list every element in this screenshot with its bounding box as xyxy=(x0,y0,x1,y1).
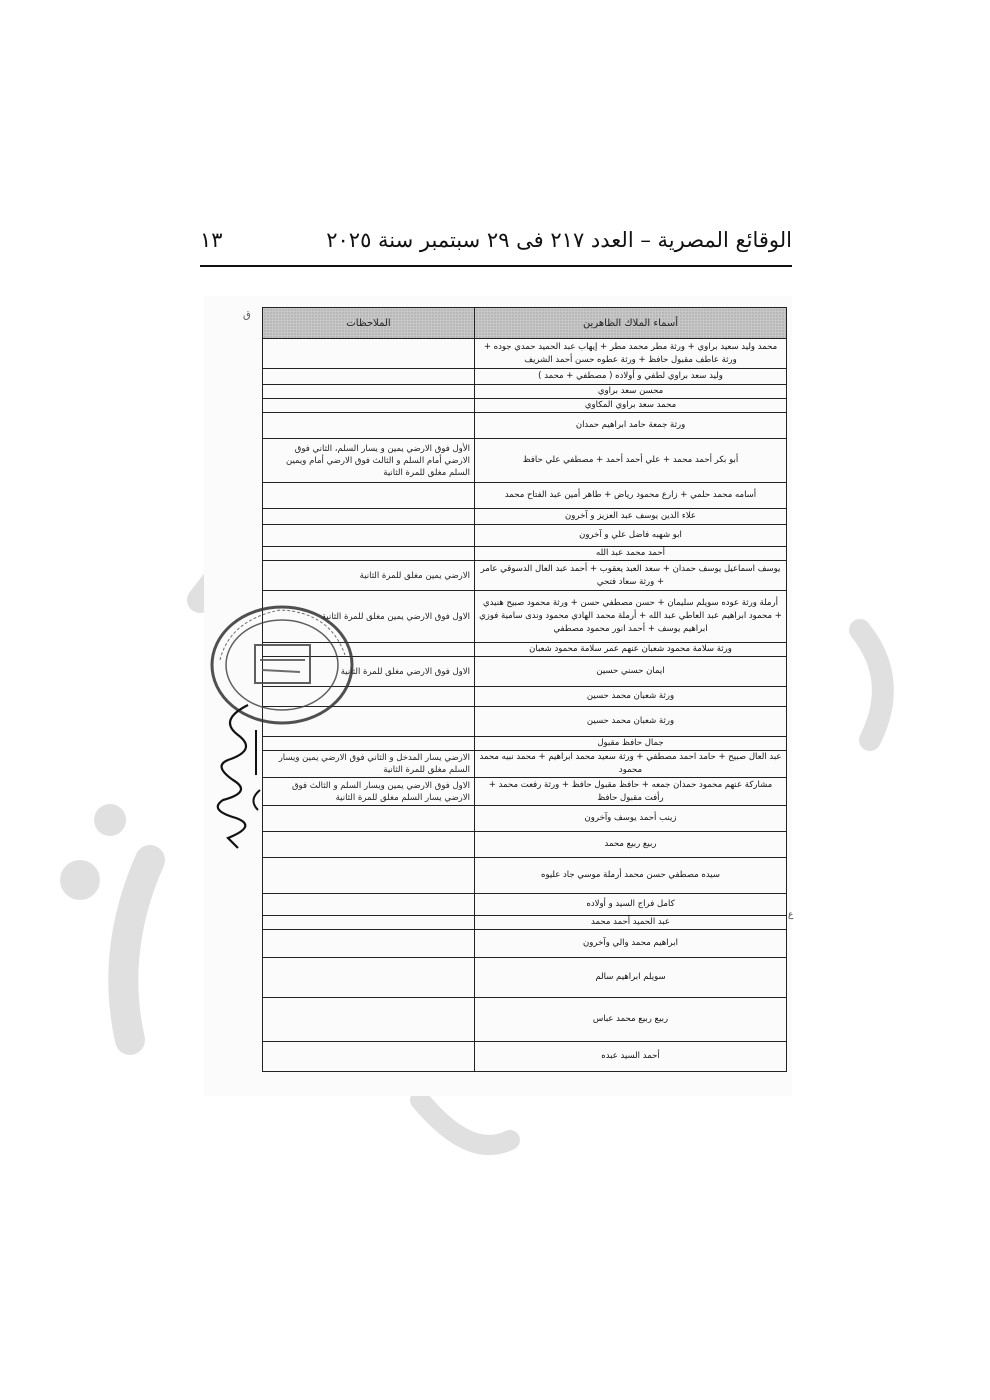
table-row xyxy=(263,413,787,439)
owner-names-cell: ورثة شعبان محمد حسين xyxy=(475,707,787,737)
table-row xyxy=(263,806,787,832)
table-row xyxy=(263,369,787,385)
column-header-owners: أسماء الملاك الظاهرين xyxy=(475,308,787,339)
owner-names-cell: محمد سعد براوي المكاوي xyxy=(475,399,787,413)
owner-names-cell: ربيع ربيع محمد عباس xyxy=(475,998,787,1042)
table-row xyxy=(263,894,787,916)
notes-cell xyxy=(263,509,475,525)
owner-names-cell: عبد العال صبيح + حامد احمد مصطفي + ورثة سعيد محمد ابراهيم + محمد نبيه محمد محمود xyxy=(475,751,787,778)
owner-names-cell: أرملة ورثة عوده سويلم سليمان + حسن مصطفي حسن + ورثة محمود صبيح هنيدي + محمود ابراهيم عبد العاطي عبد الله + أرملة محمد الهادي محمود وندى سامية فوزي ابراهيم يوسف + أحمد انور محمود مصطفي xyxy=(475,591,787,643)
notes-cell xyxy=(263,547,475,561)
owner-names-cell: ورثة شعبان محمد حسين xyxy=(475,687,787,707)
owner-names-cell: أبو بكر أحمد محمد + علي أحمد أحمد + مصطفي علي حافظ xyxy=(475,439,787,483)
notes-cell: الاول فوق الارضي يمين مغلق للمرة الثانية xyxy=(263,591,475,643)
table-header-row xyxy=(263,308,787,339)
table-row xyxy=(263,751,787,778)
right-margin-mark: ع xyxy=(788,910,794,920)
table-row xyxy=(263,547,787,561)
table-row xyxy=(263,998,787,1042)
table-row xyxy=(263,483,787,509)
table-row xyxy=(263,399,787,413)
notes-cell xyxy=(263,339,475,369)
notes-cell: الارضي يسار المدخل و الثاني فوق الارضي يمين ويسار السلم مغلق للمرة الثانية xyxy=(263,751,475,778)
owner-names-cell: عبد الحميد أحمد محمد xyxy=(475,916,787,930)
notes-cell: الأول فوق الارضي يمين و يسار السلم، الثاني فوق الارضي أمام السلم و الثالث فوق الارضي أمام ويمين السلم مغلق للمرة الثانية xyxy=(263,439,475,483)
owner-names-cell: ورثة سلامة محمود شعبان عنهم عمر سلامة محمود شعبان xyxy=(475,643,787,657)
owner-names-cell: سويلم ابراهيم سالم xyxy=(475,958,787,998)
table-row xyxy=(263,525,787,547)
owner-names-cell: أحمد السيد عبده xyxy=(475,1042,787,1072)
notes-cell xyxy=(263,806,475,832)
table-row xyxy=(263,832,787,858)
owner-names-cell: ابراهيم محمد والي وآخرون xyxy=(475,930,787,958)
owner-names-cell: سيده مصطفي حسن محمد أرملة موسي جاد عليوه xyxy=(475,858,787,894)
notes-cell xyxy=(263,483,475,509)
notes-cell xyxy=(263,894,475,916)
table-row xyxy=(263,509,787,525)
margin-mark: ق xyxy=(243,310,251,321)
owner-names-cell: ايمان حسني حسين xyxy=(475,657,787,687)
handwritten-signature xyxy=(208,700,268,850)
owner-names-cell: ورثة جمعة حامد ابراهيم حمدان xyxy=(475,413,787,439)
notes-cell xyxy=(263,385,475,399)
notes-cell: الاول فوق الارضي يمين ويسار السلم و الثالث فوق الارضي يسار السلم مغلق للمرة الثانية xyxy=(263,778,475,806)
notes-cell xyxy=(263,858,475,894)
header-rule xyxy=(200,265,792,267)
notes-cell xyxy=(263,1042,475,1072)
owner-names-cell: أحمد محمد عبد الله xyxy=(475,547,787,561)
owner-names-cell: محسن سعد براوي xyxy=(475,385,787,399)
notes-cell: الاول فوق الارضي مغلق للمرة الثانية xyxy=(263,657,475,687)
page-number: ١٣ xyxy=(200,228,223,252)
owner-names-cell: ربيع ربيع محمد xyxy=(475,832,787,858)
owner-names-cell: جمال حافظ مقبول xyxy=(475,737,787,751)
owner-names-cell: أسامه محمد حلمي + زارع محمود رياض + طاهر أمين عبد الفتاح محمد xyxy=(475,483,787,509)
table-row xyxy=(263,916,787,930)
owner-names-cell: زينب أحمد يوسف وآخرون xyxy=(475,806,787,832)
notes-cell xyxy=(263,832,475,858)
owner-names-cell: مشاركة عنهم محمود حمدان جمعه + حافظ مقبول حافظ + ورثة رفعت محمد + رأفت مقبول حافظ xyxy=(475,778,787,806)
owner-names-cell: يوسف اسماعيل يوسف حمدان + سعد العبد يعقوب + أحمد عبد العال الدسوقي عامر + ورثة سعاد فتحي xyxy=(475,561,787,591)
page-header xyxy=(200,222,792,264)
owner-names-cell: علاء الدين يوسف عبد العزيز و آخرون xyxy=(475,509,787,525)
notes-cell xyxy=(263,525,475,547)
notes-cell xyxy=(263,399,475,413)
owner-names-cell: كامل فراج السيد و أولاده xyxy=(475,894,787,916)
table-row xyxy=(263,858,787,894)
table-row xyxy=(263,1042,787,1072)
notes-cell xyxy=(263,998,475,1042)
notes-cell xyxy=(263,413,475,439)
column-header-notes: الملاحظات xyxy=(263,308,475,339)
table-row xyxy=(263,958,787,998)
table-row xyxy=(263,439,787,483)
notes-cell xyxy=(263,369,475,385)
table-row xyxy=(263,737,787,751)
notes-cell xyxy=(263,930,475,958)
notes-cell: الارضي يمين مغلق للمرة الثانية xyxy=(263,561,475,591)
owner-names-cell: وليد سعد براوي لطفي و أولاده ( مصطفي + محمد ) xyxy=(475,369,787,385)
notes-cell xyxy=(263,737,475,751)
table-row xyxy=(263,778,787,806)
gazette-title: الوقائع المصرية – العدد ٢١٧ فى ٢٩ سبتمبر سنة ٢٠٢٥ xyxy=(326,228,792,252)
owner-names-cell: ابو شهبه فاضل علي و آخرون xyxy=(475,525,787,547)
table-row xyxy=(263,339,787,369)
table-row xyxy=(263,561,787,591)
owner-names-cell: محمد وليد سعيد براوي + ورثة مطر محمد مطر + إيهاب عبد الحميد حمدي جوده + ورثة عاطف مقبول حافظ + ورثة عطوه حسن أحمد الشريف xyxy=(475,339,787,369)
notes-cell xyxy=(263,916,475,930)
table-row xyxy=(263,930,787,958)
table-row xyxy=(263,385,787,399)
notes-cell xyxy=(263,958,475,998)
